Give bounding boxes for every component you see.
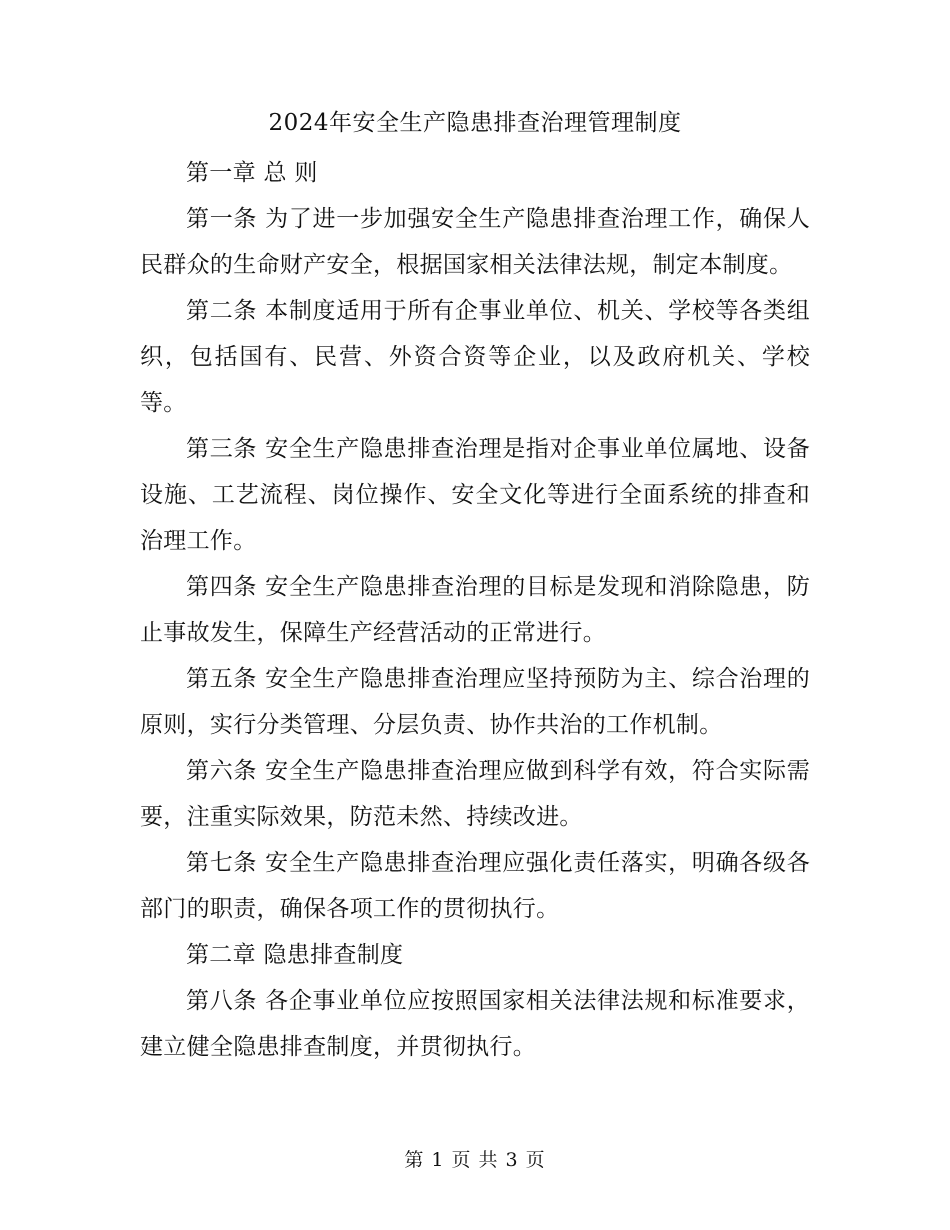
- article-paragraph: 第二条 本制度适用于所有企事业单位、机关、学校等各类组织，包括国有、民营、外资合资等企业，以及政府机关、学校等。: [140, 298, 810, 416]
- document-title: 2024年安全生产隐患排查治理管理制度: [268, 110, 682, 136]
- article-paragraph: 第三条 安全生产隐患排查治理是指对企事业单位属地、设备设施、工艺流程、岗位操作、安全文化等进行全面系统的排查和治理工作。: [140, 436, 810, 554]
- article-paragraph: 第四条 安全生产隐患排查治理的目标是发现和消除隐患，防止事故发生，保障生产经营活动的正常进行。: [140, 574, 810, 646]
- page-number-footer: 第 1 页 共 3 页: [404, 1149, 546, 1171]
- article-paragraph: 第七条 安全生产隐患排查治理应强化责任落实，明确各级各部门的职责，确保各项工作的贯彻执行。: [140, 850, 810, 922]
- article-paragraph: 第五条 安全生产隐患排查治理应坚持预防为主、综合治理的原则，实行分类管理、分层负责、协作共治的工作机制。: [140, 666, 810, 738]
- article-paragraph: 第六条 安全生产隐患排查治理应做到科学有效，符合实际需要，注重实际效果，防范未然、持续改进。: [140, 758, 810, 830]
- article-paragraph: 第八条 各企事业单位应按照国家相关法律法规和标准要求，建立健全隐患排查制度，并贯彻执行。: [140, 988, 810, 1060]
- document-body: [140, 150, 810, 1070]
- chapter-heading: 第一章 总 则: [186, 160, 318, 186]
- chapter-heading: 第二章 隐患排查制度: [186, 942, 404, 968]
- article-paragraph: 第一条 为了进一步加强安全生产隐患排查治理工作，确保人民群众的生命财产安全，根据国家相关法律法规，制定本制度。: [140, 206, 810, 278]
